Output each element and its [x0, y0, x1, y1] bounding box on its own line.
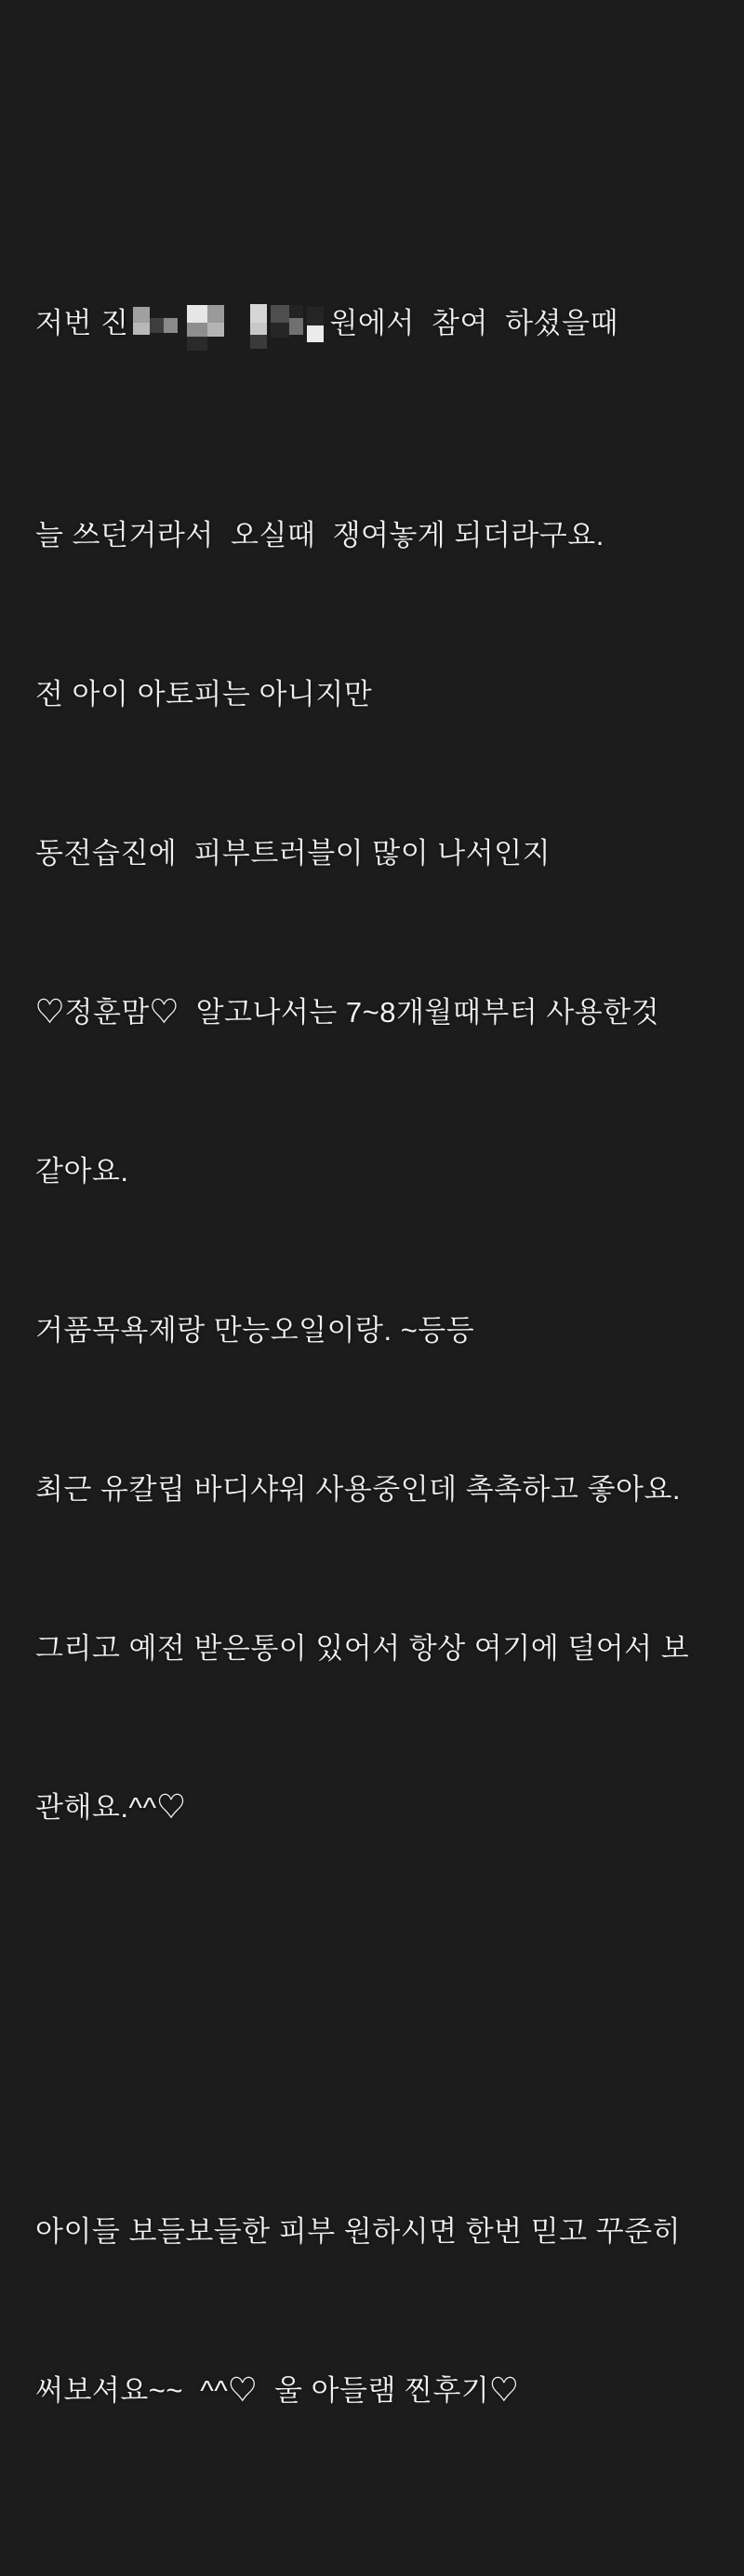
review-line-3: 전 아이 아토피는 아니지만: [35, 678, 373, 710]
review-line-1-suffix: 원에서 참여 하셨을때: [329, 307, 618, 339]
review-line-9: 그리고 예전 받은통이 있어서 항상 여기에 덜어서 보: [35, 1632, 690, 1665]
review-line-2: 늘 쓰던거라서 오실때 쟁여놓게 되더라구요.: [35, 519, 604, 551]
review-line-7: 거품목욕제랑 만능오일이랑. ~등등: [35, 1314, 475, 1347]
review-line-5: ♡정훈맘♡ 알고나서는 7~8개월때부터 사용한것: [35, 996, 660, 1029]
redaction-mosaic: [130, 302, 327, 349]
review-line-10: 관해요.^^♡: [35, 1791, 187, 1824]
review-line-1: [35, 297, 722, 350]
review-line-6: 같아요.: [35, 1155, 129, 1188]
review-text-block: [35, 138, 722, 2576]
review-line-1-prefix: 저번 진: [35, 307, 129, 339]
review-line-4: 동전습진에 피부트러블이 많이 나서인지: [35, 837, 551, 870]
review-closing-line-2: 써보셔요~~ ^^♡ 울 아들램 찐후기♡: [35, 2374, 519, 2407]
blank-line: [35, 1993, 722, 2046]
review-line-8: 최근 유칼립 바디샤워 사용중인데 촉촉하고 좋아요.: [35, 1473, 682, 1506]
review-closing-line-1: 아이들 보들보들한 피부 원하시면 한번 믿고 꾸준히: [35, 2215, 682, 2248]
